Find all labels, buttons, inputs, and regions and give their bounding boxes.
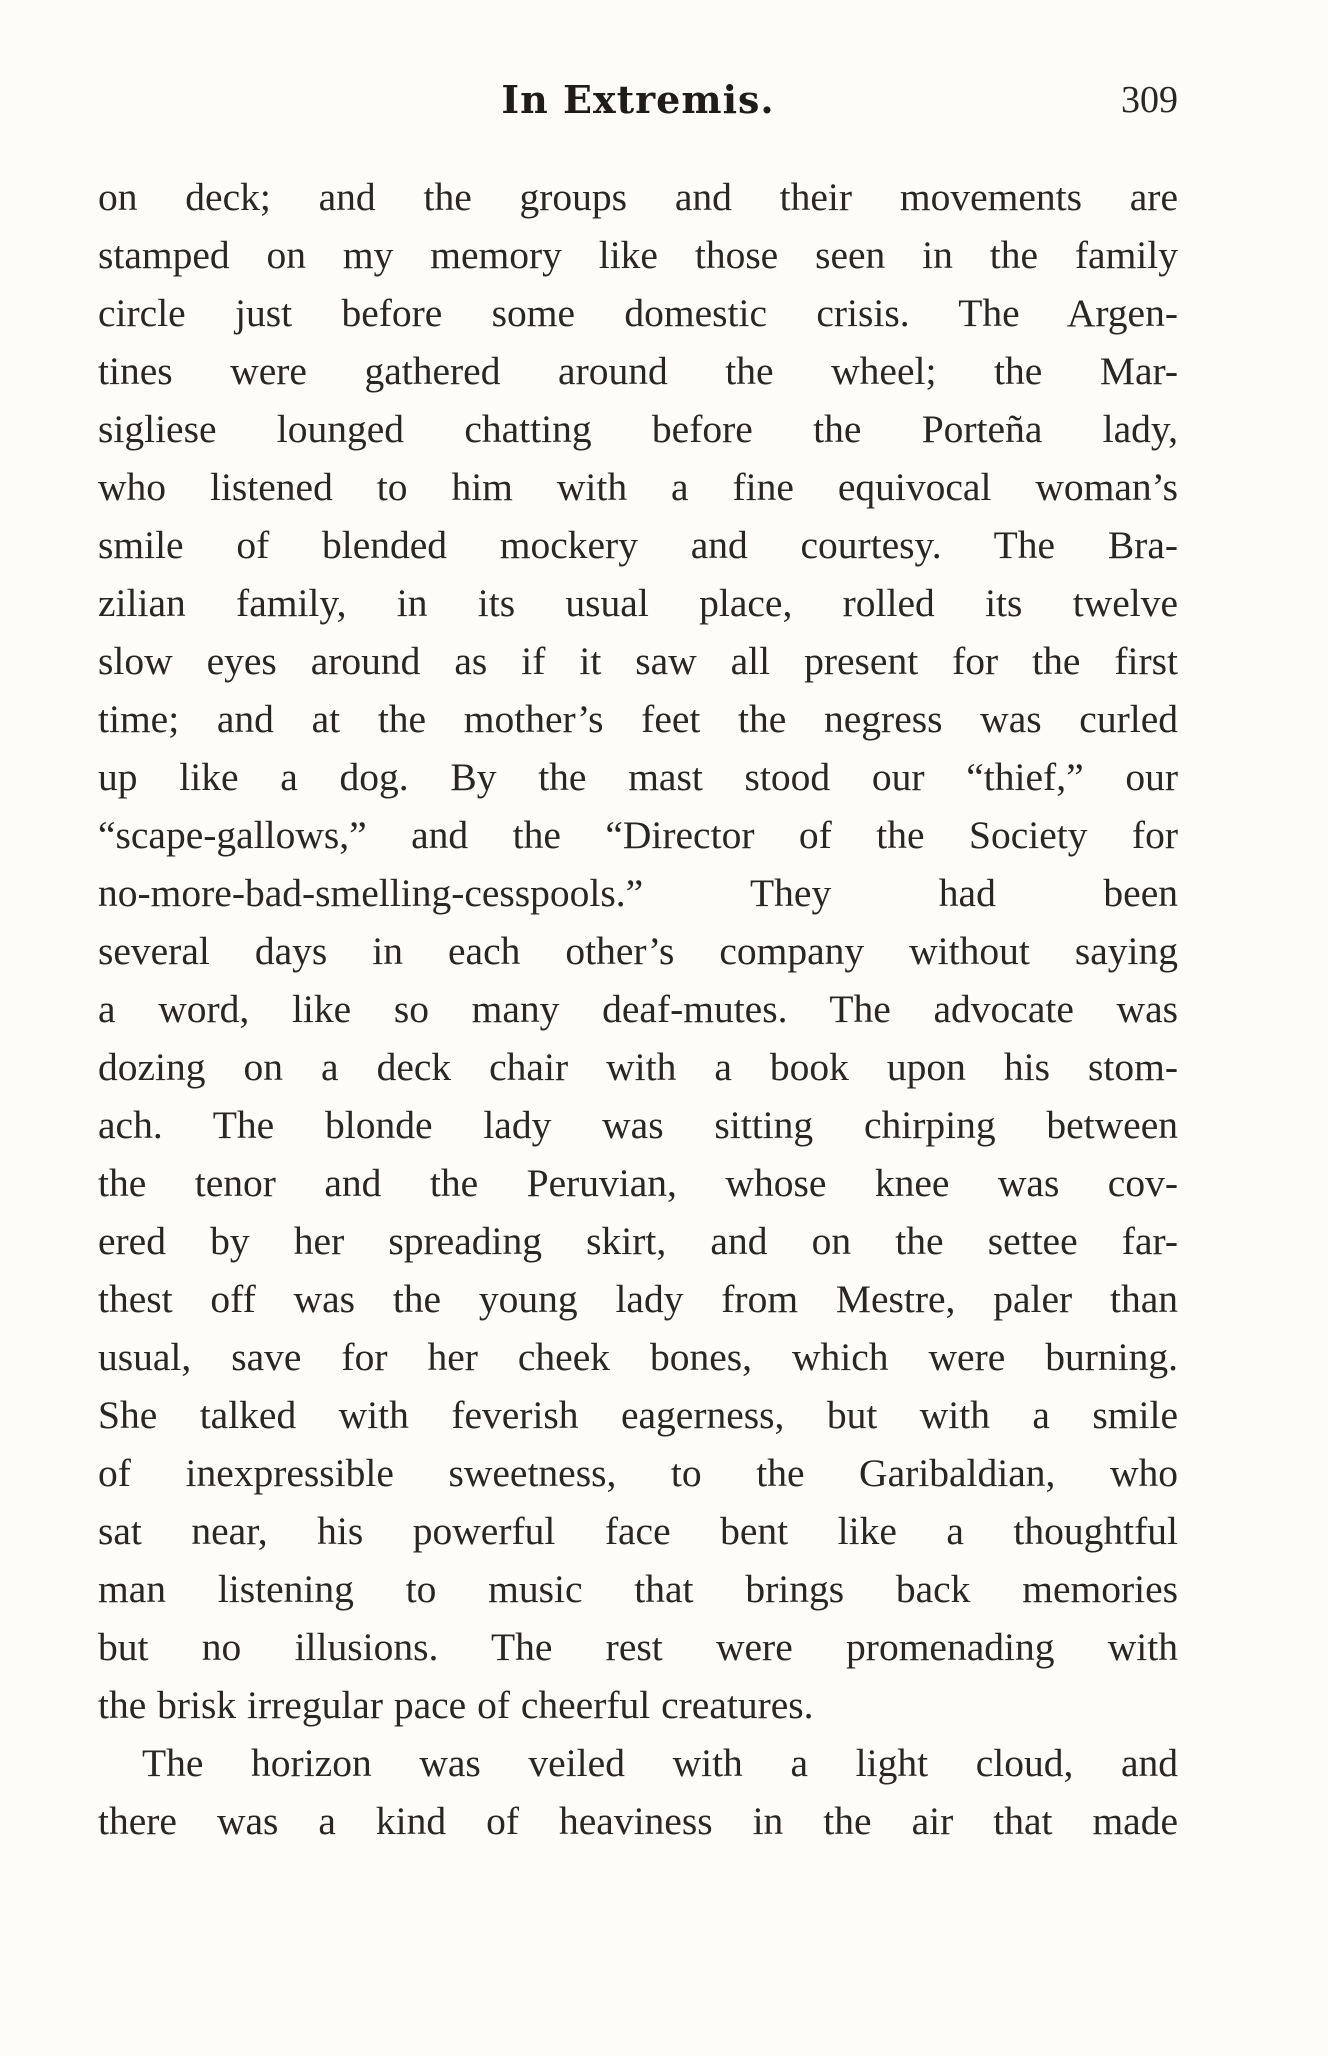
- text-line: ach. The blonde lady was sitting chirping between: [98, 1103, 1178, 1147]
- text-line: but no illusions. The rest were promenading with: [98, 1625, 1178, 1669]
- text-line: She talked with feverish eagerness, but with a smile: [98, 1393, 1178, 1437]
- text-line: man listening to music that brings back memories: [98, 1567, 1178, 1611]
- text-line: stamped on my memory like those seen in the family: [98, 233, 1178, 277]
- text-line: The horizon was veiled with a light cloud, and: [142, 1741, 1178, 1785]
- text-line: “scape-gallows,” and the “Director of the Society for: [98, 813, 1178, 857]
- text-line: sat near, his powerful face bent like a thoughtful: [98, 1509, 1178, 1553]
- text-line: on deck; and the groups and their movements are: [98, 175, 1178, 219]
- text-line: time; and at the mother’s feet the negress was curled: [98, 697, 1178, 741]
- text-line: tines were gathered around the wheel; the Mar-: [98, 349, 1178, 393]
- text-line: the brisk irregular pace of cheerful creatures.: [98, 1683, 814, 1727]
- text-line: the tenor and the Peruvian, whose knee was cov-: [98, 1161, 1178, 1205]
- paragraph-2: [98, 1734, 1178, 1850]
- text-line: usual, save for her cheek bones, which were burning.: [98, 1335, 1178, 1379]
- text-line: slow eyes around as if it saw all present for the first: [98, 639, 1178, 683]
- text-line: zilian family, in its usual place, rolled its twelve: [98, 581, 1178, 625]
- text-line: dozing on a deck chair with a book upon his stom-: [98, 1045, 1178, 1089]
- text-line: no-more-bad-smelling-cesspools.” They had been: [98, 871, 1178, 915]
- text-line: of inexpressible sweetness, to the Garibaldian, who: [98, 1451, 1178, 1495]
- body-text: [98, 168, 1178, 1850]
- text-line: there was a kind of heaviness in the air that made: [98, 1799, 1178, 1843]
- text-line: smile of blended mockery and courtesy. The Bra-: [98, 523, 1178, 567]
- text-line: ered by her spreading skirt, and on the settee far-: [98, 1219, 1178, 1263]
- page-number: 309: [1121, 79, 1178, 121]
- text-line: circle just before some domestic crisis. The Argen-: [98, 291, 1178, 335]
- text-line: who listened to him with a fine equivocal woman’s: [98, 465, 1178, 509]
- running-title: In Extremis.: [501, 77, 775, 122]
- text-line: up like a dog. By the mast stood our “thief,” our: [98, 755, 1178, 799]
- running-head: [98, 70, 1178, 130]
- text-line: a word, like so many deaf-mutes. The advocate was: [98, 987, 1178, 1031]
- text-line: sigliese lounged chatting before the Porteña lady,: [98, 407, 1178, 451]
- text-line: several days in each other’s company without saying: [98, 929, 1178, 973]
- text-line: thest off was the young lady from Mestre, paler than: [98, 1277, 1178, 1321]
- paragraph-1: [98, 168, 1178, 1734]
